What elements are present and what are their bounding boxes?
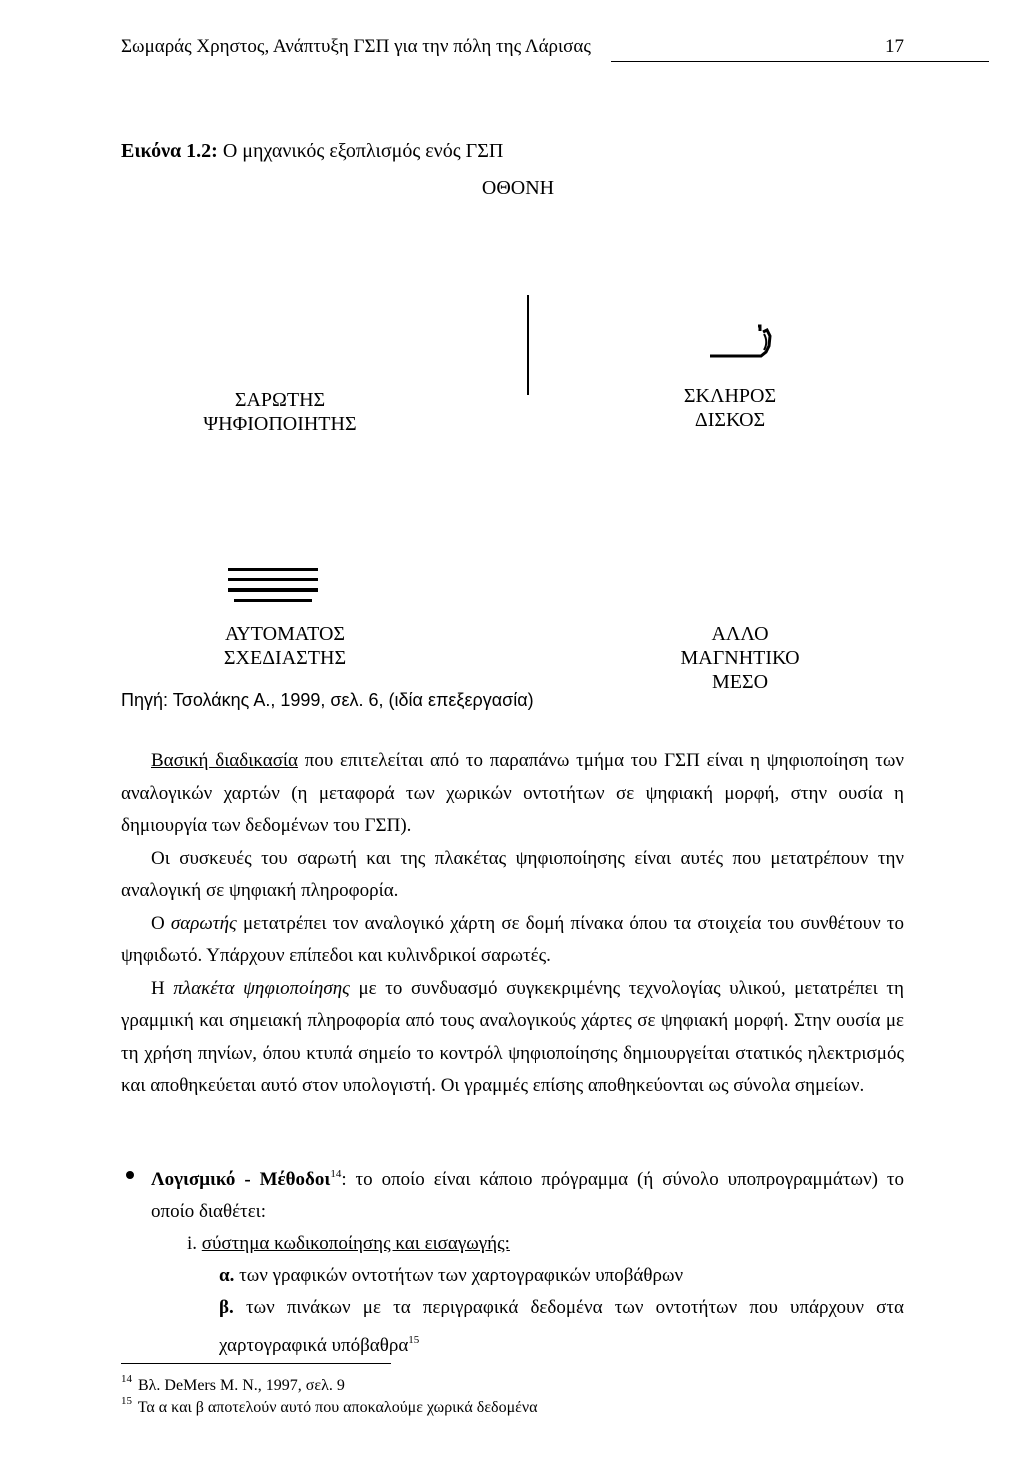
sub-item-text: των γραφικών οντοτήτων των χαρτογραφικών υποβάθρων: [234, 1265, 684, 1286]
connector-line: [527, 295, 529, 395]
figure-caption: [121, 140, 503, 163]
paragraph-4-text: με το συνδυασμό συγκεκριμένης τεχνολογίας υλικού, μετατρέπει τη γραμμική και σημειακή πληροφορία από τους αναλογικούς χάρτες σε ψηφιακή μορφή. Στην ουσία με τη χρήση πηνίων, όπου κτυπά σημείο το κοντρόλ ψηφιοποίησης δημιουργείται στατικός ηλεκτρισμός και αποθηκεύεται αυτό στον υπολογιστή. Οι γραμμές επίσης αποθηκεύονται ως σύνολα σημείων.: [121, 977, 904, 1096]
footnote-ref: 14: [330, 1168, 342, 1180]
other-medium-label-line-2: ΜΑΓΝΗΤΙΚΟ: [680, 647, 800, 669]
paragraph-4-pre: Η: [151, 977, 174, 999]
paragraph-3: [121, 908, 904, 973]
other-medium-label-line-1: ΑΛΛΟ: [711, 623, 769, 645]
list-item-text: : το οποίο είναι κάποιο πρόγραμμα (ή σύνολο υποπρογραμμάτων) το οποίο διαθέτει:: [151, 1169, 904, 1222]
body-text: [121, 745, 904, 1103]
figure-source: Πηγή: Τσολάκης Α., 1999, σελ. 6, (ιδία επεξεργασία): [121, 690, 534, 710]
running-header: [121, 36, 904, 66]
paragraph-1-text: που επιτελείται από το παραπάνω τμήμα του ΓΣΠ είναι η ψηφιοποίηση των αναλογικών χαρτών (η μεταφορά των χωρικών οντοτήτων σε ψηφιακή μορφή, στην ουσία η δημιουργία των δεδομένων του ΓΣΠ).: [121, 750, 904, 836]
paragraph-1: [121, 745, 904, 843]
page-number: 17: [885, 36, 904, 57]
sub-item-number: i.: [187, 1233, 198, 1254]
paragraph-2-text: Οι συσκευές του σαρωτή και της πλακέτας ψηφιοποίησης είναι αυτές που μετατρέπουν την αναλογική σε ψηφιακή πληροφορία.: [121, 847, 904, 901]
sub-item-text: σύστημα κωδικοποίησης και εισαγωγής:: [201, 1233, 510, 1254]
hard-disk-icon: [700, 318, 780, 368]
footnote-number: 15: [121, 1395, 132, 1407]
figure-caption-label: Εικόνα 1.2:: [121, 140, 218, 162]
bullet-icon: [126, 1171, 134, 1179]
paragraph-3-text: μετατρέπει τον αναλογικό χάρτη σε δομή πίνακα όπου τα στοιχεία του συνθέτουν το ψηφιδωτό. Υπάρχουν επίπεδοι και κυλινδρικοί σαρωτές.: [121, 912, 904, 966]
header-rule: [611, 61, 989, 62]
figure-caption-text: Ο μηχανικός εξοπλισμός ενός ΓΣΠ: [217, 140, 504, 162]
underlined-term: Βασική διαδικασία: [151, 750, 298, 771]
plotter-label-line-2: ΣΧΕΔΙΑΣΤΗΣ: [223, 647, 347, 669]
screen-label: ΟΘΟΝΗ: [481, 177, 555, 199]
paragraph-3-pre: Ο: [151, 912, 171, 934]
digitizer-term: πλακέτα ψηφιοποίησης: [173, 977, 350, 999]
plotter-label: [185, 622, 385, 670]
other-medium-label: [680, 622, 800, 694]
paragraph-2: [121, 843, 904, 908]
sub-item-a: [121, 1260, 904, 1292]
list-item: [121, 1158, 904, 1228]
footnote: [121, 1395, 538, 1417]
running-title: Σωμαράς Χρηστος, Ανάπτυξη ΓΣΠ για την πόλη της Λάρισας: [121, 36, 591, 57]
footnote-number: 14: [121, 1373, 132, 1385]
hard-disk-label-line-2: ΔΙΣΚΟΣ: [694, 409, 766, 431]
hard-disk-label-line-1: ΣΚΛΗΡΟΣ: [683, 385, 777, 407]
scanner-label-line-2: ΨΗΦΙΟΠΟΙΗΤΗΣ: [203, 413, 357, 435]
footnote-ref: 15: [408, 1334, 420, 1346]
sub-item-text: των πινάκων με τα περιγραφικά δεδομένα των οντοτήτων που υπάρχουν στα χαρτογραφικά υπόβαθρα: [219, 1297, 904, 1356]
sub-item-letter: β.: [219, 1297, 234, 1318]
bullet-list: [121, 1158, 904, 1362]
plotter-icon: [228, 566, 318, 606]
scanner-term: σαρωτής: [170, 912, 237, 934]
hard-disk-label: [650, 384, 810, 432]
sub-item-letter: α.: [219, 1265, 235, 1286]
scanner-label: [175, 388, 385, 436]
other-medium-label-line-3: ΜΕΣΟ: [711, 671, 769, 693]
paragraph-4: [121, 973, 904, 1103]
footnote-text: Τα α και β αποτελούν αυτό που αποκαλούμε χωρικά δεδομένα: [137, 1399, 538, 1416]
footnote: [121, 1373, 345, 1395]
sub-item-i: [121, 1228, 904, 1260]
sub-item-b: [121, 1292, 904, 1362]
scanner-label-line-1: ΣΑΡΩΤΗΣ: [234, 389, 326, 411]
software-term: Λογισμικό - Μέθοδοι: [151, 1169, 331, 1190]
footnote-rule: [121, 1363, 391, 1364]
plotter-label-line-1: ΑΥΤΟΜΑΤΟΣ: [224, 623, 346, 645]
footnote-text: Βλ. DeMers M. N., 1997, σελ. 9: [138, 1377, 345, 1394]
